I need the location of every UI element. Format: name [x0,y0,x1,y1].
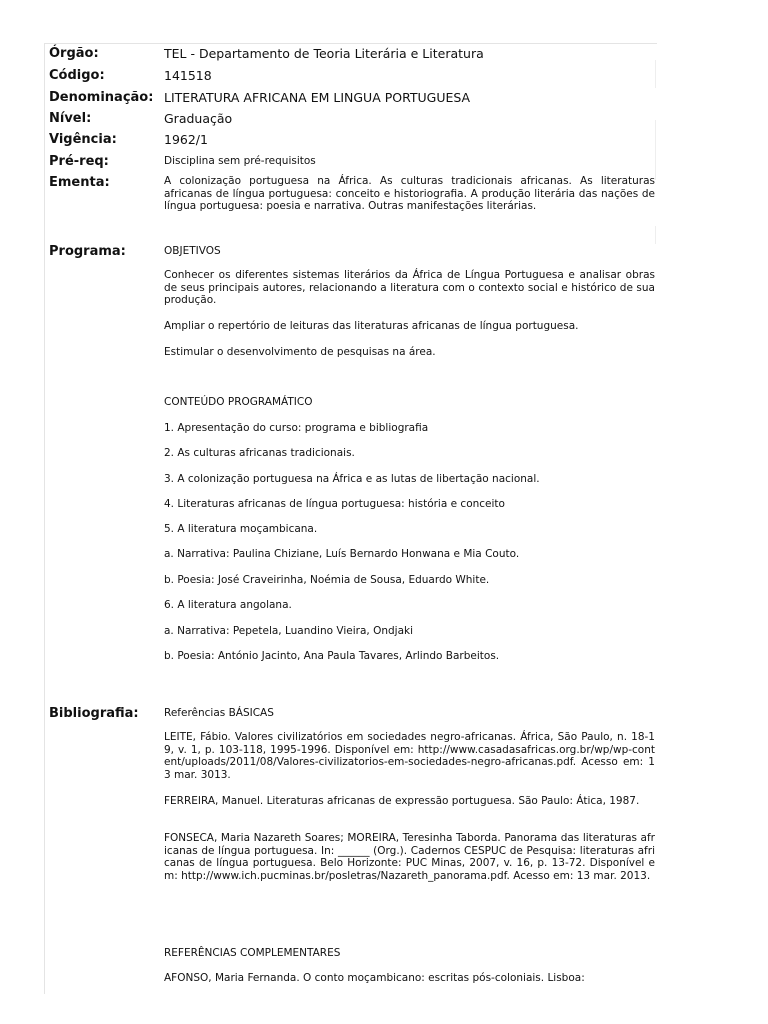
conteudo-item: b. Poesia: António Jacinto, Ana Paula Tavares, Arlindo Barbeitos. [164,650,500,662]
value-denominacao: LITERATURA AFRICANA EM LINGUA PORTUGUESA [164,90,471,105]
value-prereq: Disciplina sem pré-requisitos [164,155,316,167]
value-vigencia: 1962/1 [164,132,208,147]
conteudo-item: 3. A colonização portuguesa na África e as lutas de libertação nacional. [164,473,540,485]
label-bibliografia: Bibliografia: [49,706,139,721]
label-programa: Programa: [49,244,126,259]
reference-item: FONSECA, Maria Nazareth Soares; MOREIRA, Teresinha Taborda. Panorama das literaturas africanas de língua portuguesa. In: ______ (Org.). Cadernos CESPUC de Pesquisa: literaturas africanas de língua portuguesa. Belo Horizonte: PUC Minas, 2007, v. 16, p. 13-72. Disponível em: http://www.ich.pucminas.br/posletras/Nazareth_panorama.pdf. Acesso em: 13 mar. 2013. [164,832,655,882]
reference-item: LEITE, Fábio. Valores civilizatórios em sociedades negro-africanas. África, São Paulo, n. 18-19, v. 1, p. 103-118, 1995-1996. Disponível em: http://www.casadasafricas.org.br/wp/wp-content/uploads/2011/08/Valores-civilizatorios-em-sociedades-negro-africanas.pdf. Acesso em: 13 mar. 3013. [164,731,655,781]
label-nivel: Nível: [49,111,92,126]
value-nivel: Graduação [164,111,233,126]
conteudo-item: a. Narrativa: Paulina Chiziane, Luís Bernardo Honwana e Mia Couto. [164,548,520,560]
conteudo-item: 5. A literatura moçambicana. [164,523,318,535]
divider [655,226,656,244]
label-denominacao: Denominação: [49,90,154,105]
basicas-heading: Referências BÁSICAS [164,707,274,719]
reference-item: FERREIRA, Manuel. Literaturas africanas de expressão portuguesa. São Paulo: Ática, 1987. [164,795,640,807]
conteudo-heading: CONTEÚDO PROGRAMÁTICO [164,396,313,408]
label-vigencia: Vigência: [49,132,117,147]
label-orgao: Órgão: [49,46,99,61]
conteudo-item: 4. Literaturas africanas de língua portuguesa: história e conceito [164,498,505,510]
value-orgao: TEL - Departamento de Teoria Literária e Literatura [164,46,484,61]
divider [655,60,656,88]
objetivo-item: Estimular o desenvolvimento de pesquisas na área. [164,346,436,358]
conteudo-item: 1. Apresentação do curso: programa e bibliografia [164,422,429,434]
conteudo-item: a. Narrativa: Pepetela, Luandino Vieira, Ondjaki [164,625,414,637]
reference-item: AFONSO, Maria Fernanda. O conto moçambicano: escritas pós-coloniais. Lisboa: [164,972,585,984]
conteudo-item: 2. As culturas africanas tradicionais. [164,447,355,459]
objetivo-item: Conhecer os diferentes sistemas literários da África de Língua Portuguesa e analisar obras de seus principais autores, relacionando a literatura com o contexto social e histórico de sua produção. [164,269,655,306]
label-ementa: Ementa: [49,175,110,190]
complementares-heading: REFERÊNCIAS COMPLEMENTARES [164,947,341,959]
conteudo-item: 6. A literatura angolana. [164,599,292,611]
label-prereq: Pré-req: [49,154,109,169]
objetivos-heading: OBJETIVOS [164,245,221,257]
value-ementa: A colonização portuguesa na África. As culturas tradicionais africanas. As literaturas africanas de língua portuguesa: conceito e historiografia. A produção literária das nações de língua portuguesa: poesia e narrativa. Outras manifestações literárias. [164,175,655,212]
value-codigo: 141518 [164,68,212,83]
conteudo-item: b. Poesia: José Craveirinha, Noémia de Sousa, Eduardo White. [164,574,490,586]
objetivo-item: Ampliar o repertório de leituras das literaturas africanas de língua portuguesa. [164,320,579,332]
label-codigo: Código: [49,68,105,83]
divider [655,120,656,180]
